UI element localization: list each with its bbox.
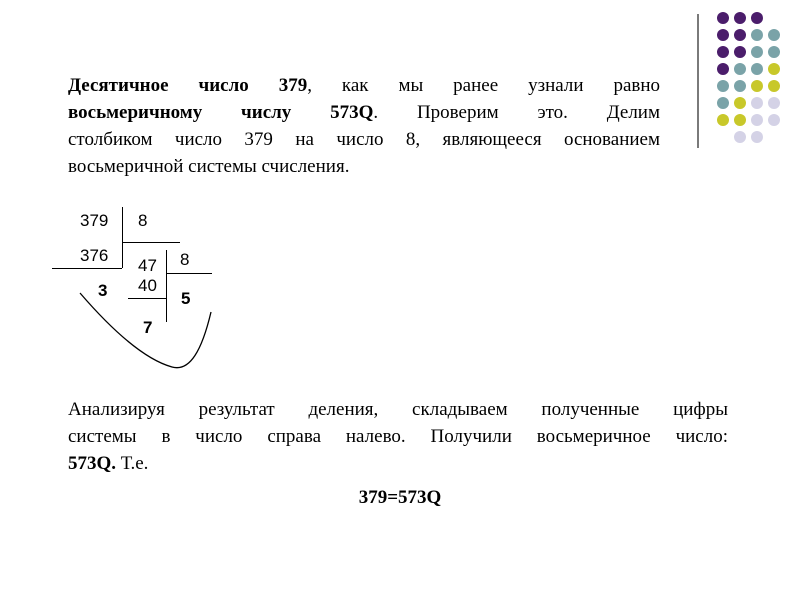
quotient-2: 5 [181,289,191,308]
text-run: 573Q. [68,453,117,474]
text-run: восьмеричной системы счисления. [68,156,350,177]
text-run: . Проверим это. Делим [373,102,661,123]
dividend: 379 [80,211,109,230]
subtrahend-1: 376 [80,246,109,265]
paragraph2-line [68,423,728,450]
paragraph2-line [68,450,728,477]
text-run: Десятичное число [68,75,279,96]
equation: 379=573Q [358,487,442,508]
text-run: 379 [278,75,308,96]
text-run: , как мы ранее узнали равно [307,75,661,96]
remainder-2: 7 [143,318,153,337]
divisor: 8 [138,211,148,230]
divisor-2: 8 [180,250,190,269]
paragraph2-line [68,396,728,423]
text-run: системы в число справа налево. Получили восьмеричное число: [68,426,728,447]
quotient-1: 47 [138,256,157,275]
text-run: столбиком число 379 на число 8, являющееся основанием [68,129,660,150]
subtrahend-2: 40 [138,276,157,295]
analysis-paragraph [68,396,728,477]
text-run: Т.е. [116,453,149,474]
remainder-1: 3 [98,281,108,300]
text-run: восьмеричному числу 573Q [68,102,374,123]
text-run: Анализируя результат деления, складываем полученные цифры [68,399,728,420]
